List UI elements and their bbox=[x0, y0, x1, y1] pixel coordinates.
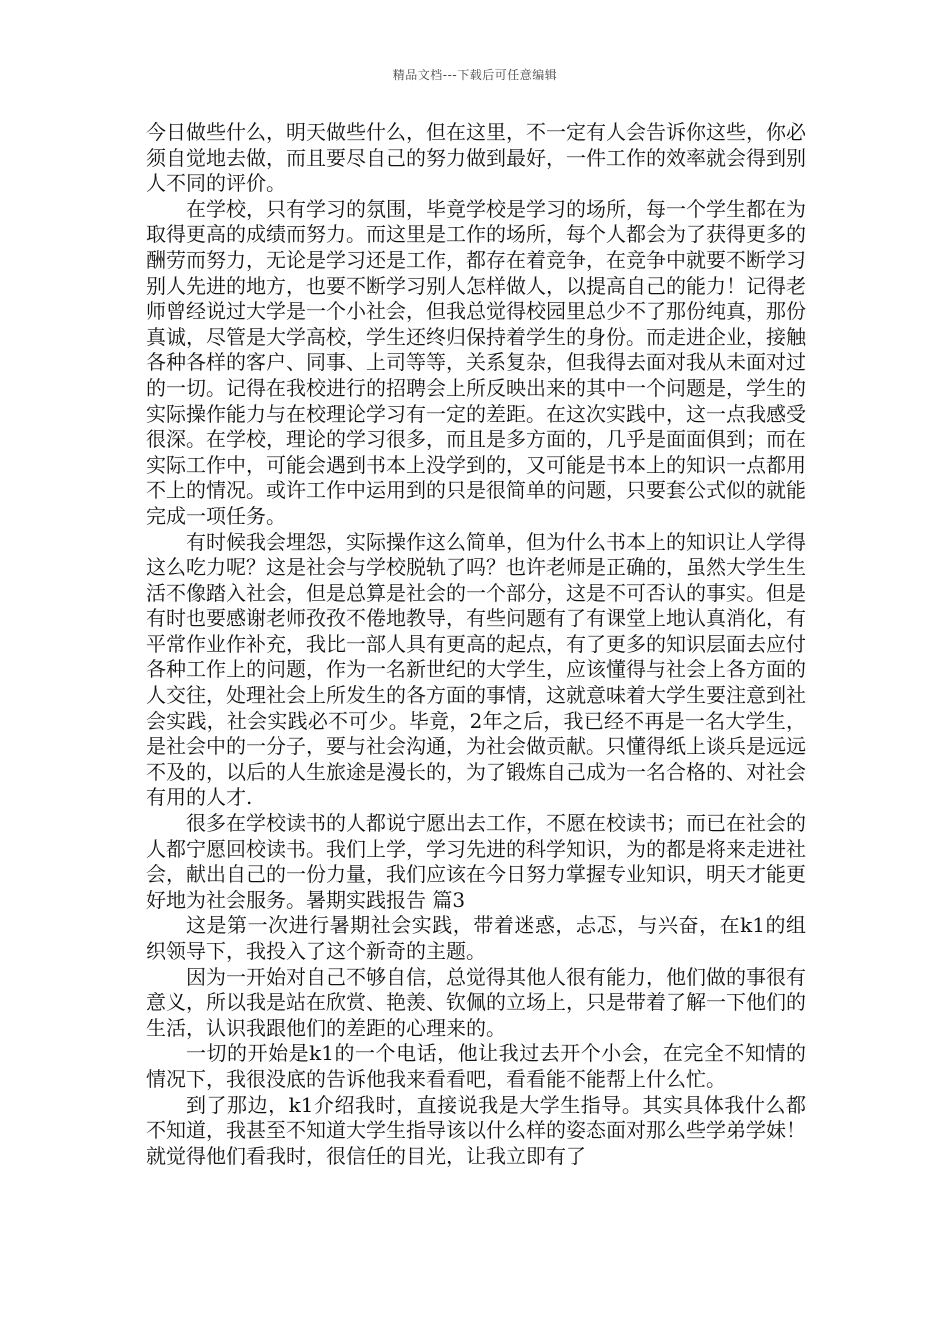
document-body bbox=[146, 120, 806, 1169]
paragraph-2: 在学校，只有学习的氛围，毕竟学校是学习的场所，每一个学生都在为取得更高的成绩而努力。而这里是工作的场所，每个人都会为了获得更多的酬劳而努力，无论是学习还是工作，都存在着竞争，在竞争中就要不断学习别人先进的地方，也要不断学习别人怎样做人，以提高自己的能力！记得老师曾经说过大学是一个小社会，但我总觉得校园里总少不了那份纯真，那份真诚，尽管是大学高校，学生还终归保持着学生的身份。而走进企业，接触各种各样的客户、同事、上司等等，关系复杂，但我得去面对我从未面对过的一切。记得在我校进行的招聘会上所反映出来的其中一个问题是，学生的实际操作能力与在校理论学习有一定的差距。在这次实践中，这一点我感受很深。在学校，理论的学习很多，而且是多方面的，几乎是面面俱到；而在实际工作中，可能会遇到书本上没学到的，又可能是书本上的知识一点都用不上的情况。或许工作中运用到的只是很简单的问题，只要套公式似的就能完成一项任务。 bbox=[146, 196, 806, 528]
page-header: 精品文档---下载后可任意编辑 bbox=[392, 68, 558, 82]
paragraph-6: 因为一开始对自己不够自信，总觉得其他人很有能力，他们做的事很有意义，所以我是站在欣赏、艳羡、钦佩的立场上，只是带着了解一下他们的生活，认识我跟他们的差距的心理来的。 bbox=[146, 964, 806, 1040]
paragraph-3: 有时候我会埋怨，实际操作这么简单，但为什么书本上的知识让人学得这么吃力呢？这是社会与学校脱轨了吗？也许老师是正确的，虽然大学生生活不像踏入社会，但是总算是社会的一个部分，这是不可否认的事实。但是有时也要感谢老师孜孜不倦地教导，有些问题有了有课堂上地认真消化，有平常作业作补充，我比一部人具有更高的起点，有了更多的知识层面去应付各种工作上的问题，作为一名新世纪的大学生，应该懂得与社会上各方面的人交往，处理社会上所发生的各方面的事情，这就意味着大学生要注意到社会实践，社会实践必不可少。毕竟，2年之后，我已经不再是一名大学生，是社会中的一分子，要与社会沟通，为社会做贡献。只懂得纸上谈兵是远远不及的，以后的人生旅途是漫长的，为了锻炼自己成为一名合格的、对社会有用的人才. bbox=[146, 529, 806, 810]
paragraph-4: 很多在学校读书的人都说宁愿出去工作，不愿在校读书；而已在社会的人都宁愿回校读书。我们上学，学习先进的科学知识，为的都是将来走进社会，献出自己的一份力量，我们应该在今日努力掌握专业知识，明天才能更好地为社会服务。暑期实践报告 篇3 bbox=[146, 811, 806, 912]
paragraph-7: 一切的开始是k1的一个电话，他让我过去开个小会，在完全不知情的情况下，我很没底的告诉他我来看看吧，看看能不能帮上什么忙。 bbox=[146, 1041, 806, 1091]
paragraph-8: 到了那边，k1介绍我时，直接说我是大学生指导。其实具体我什么都不知道，我甚至不知道大学生指导该以什么样的姿态面对那么些学弟学妹！就觉得他们看我时，很信任的目光，让我立即有了 bbox=[146, 1092, 806, 1168]
paragraph-1: 今日做些什么，明天做些什么，但在这里，不一定有人会告诉你这些，你必须自觉地去做，而且要尽自己的努力做到最好，一件工作的效率就会得到别人不同的评价。 bbox=[146, 120, 806, 196]
paragraph-5: 这是第一次进行暑期社会实践，带着迷惑，忐忑，与兴奋，在k1的组织领导下，我投入了这个新奇的主题。 bbox=[146, 913, 806, 963]
